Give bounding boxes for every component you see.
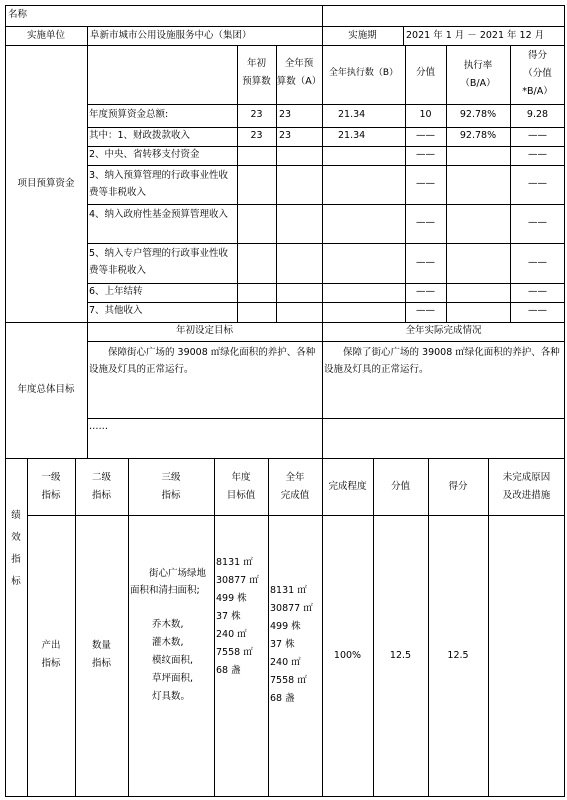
perf-actual-value: 37 株 (270, 639, 295, 650)
budget-row-score: —— (528, 130, 547, 141)
budget-row-label: 2、中央、省转移支付资金 (89, 149, 200, 160)
perf-actual-value: 7558 ㎡ (270, 675, 307, 686)
perf-l2-value: 指标 (91, 658, 111, 669)
perf-header-completion: 完成程度 (328, 481, 367, 492)
budget-row-label: 3、纳入预算管理的行政事业性收费等非税收入 (89, 170, 229, 198)
perf-header-l1: 一级 (41, 472, 61, 483)
budget-row-annual: 23 (279, 109, 292, 120)
budget-row-rate: 92.78% (459, 109, 497, 120)
perf-actual-value: 499 株 (270, 621, 301, 632)
perf-actual-value: 30877 ㎡ (270, 603, 313, 614)
budget-row-initial: 23 (250, 109, 263, 120)
perf-header-reason: 及改进措施 (502, 490, 551, 501)
perf-header-target: 目标值 (226, 490, 256, 501)
perf-header-weight: 分值 (390, 481, 410, 492)
perf-actual-value: 68 盏 (270, 693, 295, 704)
header-score-2: （分值 (523, 68, 552, 79)
perf-weight-value: 12.5 (389, 650, 412, 661)
perf-l3-value: 乔木数, (152, 619, 184, 630)
budget-row-label: 4、纳入政府性基金预算管理收入 (89, 209, 229, 220)
header-weight: 分值 (415, 67, 435, 78)
planned-goal-text: 保障街心广场的 39008 ㎡绿化面积的养护、各种设施及灯具的正常运行。 (89, 347, 316, 375)
budget-row-weight: —— (416, 305, 435, 316)
unit-label: 实施单位 (26, 30, 65, 41)
budget-row-executed: 21.34 (338, 130, 366, 141)
header-score-3: *B/A） (522, 86, 553, 97)
budget-row-weight: —— (416, 178, 435, 189)
perf-header-l3: 指标 (161, 490, 181, 501)
planned-goal-header: 年初设定目标 (175, 325, 233, 336)
perf-target-value: 499 株 (216, 593, 247, 604)
perf-target-value: 240 ㎡ (216, 629, 247, 640)
perf-header-score: 得分 (448, 481, 468, 492)
budget-row-weight: —— (416, 130, 435, 141)
budget-row-label: 5、纳入专户管理的行政事业性收费等非税收入 (89, 248, 229, 276)
perf-target-value: 8131 ㎡ (216, 557, 253, 568)
perf-header-l1: 指标 (41, 490, 61, 501)
budget-row-weight: —— (416, 149, 435, 160)
perf-label-char: 效 (11, 532, 21, 543)
perf-actual-value: 240 ㎡ (270, 657, 301, 668)
perf-target-value: 37 株 (216, 611, 241, 622)
header-executed: 全年执行数（B） (328, 68, 399, 78)
period-value: 2021 年 1 月 － 2021 年 12 月 (406, 30, 545, 41)
budget-row-weight: —— (416, 286, 435, 297)
header-rate-2: （B/A） (460, 78, 496, 89)
goals-section-label: 年度总体目标 (17, 384, 75, 395)
perf-l3-value: 街心广场绿地面积和清扫面积; (130, 568, 207, 596)
period-label: 实施期 (348, 30, 377, 41)
perf-label-char: 指 (11, 554, 21, 565)
budget-row-executed: 21.34 (338, 109, 366, 120)
perf-header-l3: 三级 (161, 472, 181, 483)
header-initial-1: 年初 (246, 58, 266, 69)
budget-row-score: —— (528, 149, 547, 160)
perf-l1-value: 指标 (41, 658, 61, 669)
header-initial-2: 预算数 (242, 76, 271, 87)
perf-header-target: 年度 (231, 472, 251, 483)
budget-row-label: 7、其他收入 (89, 305, 143, 316)
perf-target-value: 68 盏 (216, 665, 241, 676)
budget-row-score: —— (528, 286, 547, 297)
header-score-1: 得分 (527, 50, 547, 61)
perf-l1-value: 产出 (41, 640, 61, 651)
header-rate-1: 执行率 (463, 60, 493, 71)
perf-header-actual: 全年 (285, 472, 305, 483)
perf-label-char: 标 (11, 576, 21, 587)
budget-row-weight: 10 (419, 109, 432, 120)
budget-row-initial: 23 (250, 130, 263, 141)
perf-score-value: 12.5 (447, 650, 469, 661)
perf-completion-value: 100% (333, 650, 362, 661)
perf-l2-value: 数量 (91, 640, 111, 651)
goals-ellipsis: …… (89, 421, 108, 432)
budget-row-label: 6、上年结转 (89, 286, 143, 297)
perf-l3-value: 灯具数。 (152, 691, 191, 702)
budget-row-score: —— (528, 178, 547, 189)
budget-row-weight: —— (416, 217, 435, 228)
budget-row-score: —— (528, 217, 547, 228)
perf-l3-value: 模纹面积, (152, 655, 194, 666)
perf-l3-value: 草坪面积, (152, 673, 194, 684)
budget-row-label: 年度预算资金总额: (89, 109, 169, 120)
perf-actual-value: 8131 ㎡ (270, 585, 307, 596)
budget-row-score: 9.28 (526, 109, 549, 120)
perf-header-l2: 二级 (91, 472, 111, 483)
perf-header-reason: 未完成原因 (502, 472, 551, 483)
budget-row-label: 其中：1、财政拨款收入 (89, 130, 191, 141)
budget-row-score: —— (528, 257, 547, 268)
perf-header-l2: 指标 (91, 490, 111, 501)
header-annual-2: 算数（A） (276, 76, 322, 87)
perf-label-char: 绩 (11, 510, 21, 521)
perf-header-actual: 完成值 (280, 490, 310, 501)
budget-row-score: —— (528, 305, 547, 316)
budget-row-rate: 92.78% (459, 130, 497, 141)
perf-target-value: 30877 ㎡ (216, 575, 259, 586)
actual-goal-header: 全年实际完成情况 (405, 325, 482, 336)
budget-row-weight: —— (416, 257, 435, 268)
perf-target-value: 7558 ㎡ (216, 647, 253, 658)
name-label: 名称 (8, 9, 28, 20)
header-annual-1: 全年预 (284, 58, 314, 69)
unit-value: 阜新市城市公用设施服务中心（集团） (90, 30, 252, 41)
budget-section-label: 项目预算资金 (17, 177, 75, 189)
perf-l3-value: 灌木数, (152, 637, 184, 648)
budget-row-annual: 23 (279, 130, 292, 141)
actual-goal-text: 保障了街心广场的 39008 ㎡绿化面积的养护、各种设施及灯具的正常运行。 (324, 347, 560, 375)
